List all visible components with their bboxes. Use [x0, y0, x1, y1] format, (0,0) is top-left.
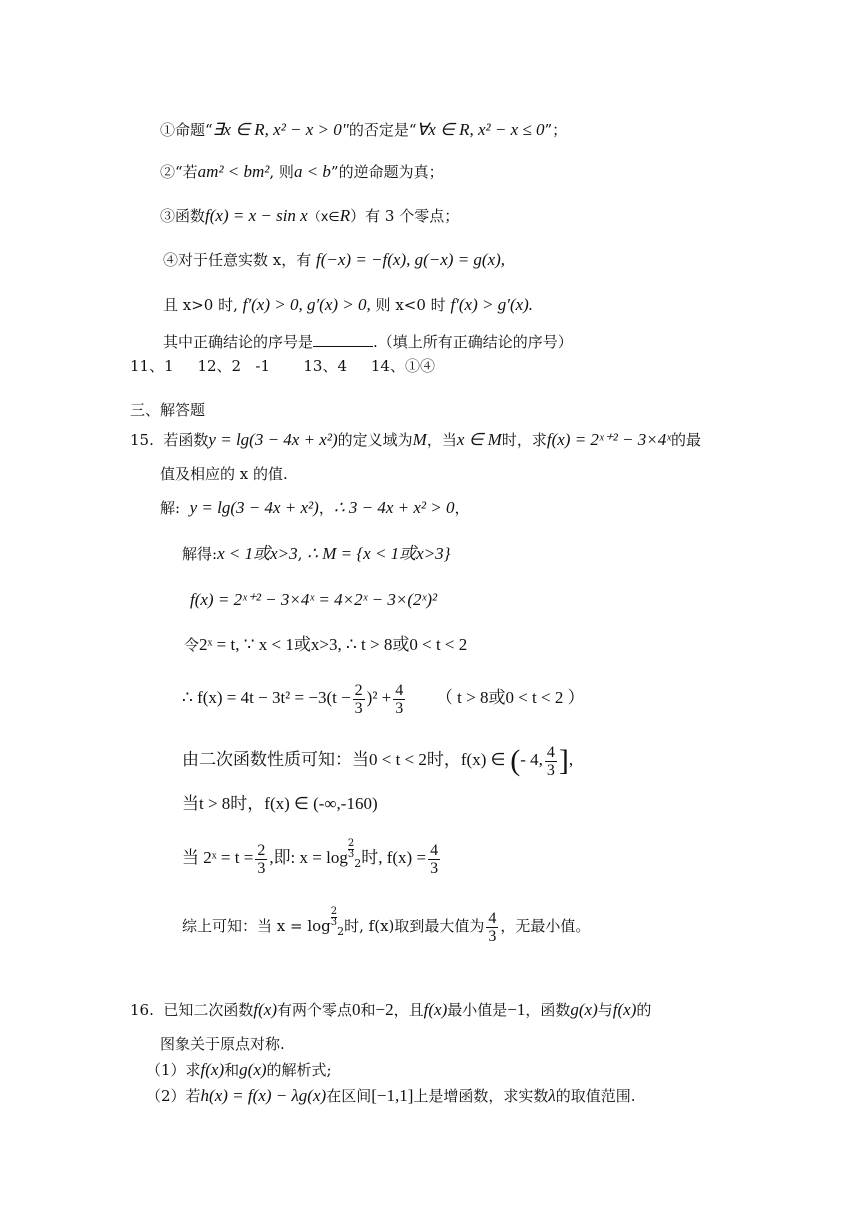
q16-text-c: ，且 [393, 1001, 424, 1019]
q16-part-2-text-b: 上是增函数，求实数 [413, 1087, 549, 1105]
q15-line-2: 值及相应的 x 的值. [160, 465, 288, 483]
statement-3-formula: f(x) = x − sin x [205, 206, 308, 225]
q16-part-1 [146, 1060, 332, 1080]
q16-part-2-interval: [−1,1] [371, 1086, 414, 1105]
q15-solution-6 [182, 740, 573, 780]
statement-3-set: R [339, 206, 351, 225]
q16-line-2: 图象关于原点对称. [160, 1035, 285, 1053]
statement-2-formula-b: a < b [293, 162, 331, 181]
fraction-denominator: 3 [488, 927, 497, 945]
q16-part-1-prefix: （1）求 [146, 1061, 201, 1079]
statement-2-formula-a: am² < bm² [197, 162, 270, 181]
statement-1-formula-b: ∀x ∈ R, x² − x ≤ 0 [416, 120, 545, 139]
log-base: 2 [354, 857, 362, 870]
solution-8-text-b: ,即: x = log [269, 848, 348, 867]
fraction-numerator: 4 [546, 743, 555, 761]
q15-set-m: M [412, 430, 427, 449]
fraction-four-thirds [486, 910, 498, 945]
statement-3 [160, 206, 459, 228]
q16-text-e: ，函数 [525, 1001, 571, 1019]
q16-part-1-g: g(x) [239, 1060, 267, 1079]
statement-1-end: ”； [544, 121, 568, 139]
fraction-denominator: 3 [257, 859, 266, 877]
solution-3-formula: f(x) = 2ˣ⁺² − 3×4ˣ = 4×2ˣ − 3×(2ˣ)² [190, 590, 438, 609]
fraction-numerator: 2 [257, 841, 266, 859]
fill-in-prompt-note: .（填上所有正确结论的序号） [373, 333, 573, 351]
fraction-denominator: 3 [354, 699, 363, 717]
q15-text-a: 若函数 [163, 431, 209, 449]
statement-2-mid: , 则 [269, 163, 294, 181]
q16-zero-a: 0 [352, 1000, 361, 1019]
statement-4-prefix: ④对于任意实数 x，有 [163, 251, 312, 269]
q15-text-d: 时，求 [501, 431, 547, 449]
answer-blank [313, 332, 373, 347]
solution-2-formula-a: x < 1或x>3 [217, 544, 298, 563]
statement-2-end: ”的逆命题为真； [330, 163, 444, 181]
fraction-denominator: 3 [430, 859, 439, 877]
statement-4-cont-mid: 则 x<0 时 [375, 296, 446, 314]
statement-3-end: ）有 3 个零点； [350, 207, 460, 225]
statement-1 [160, 120, 567, 140]
fraction-numerator: 4 [395, 681, 404, 699]
section-title: 三、解答题 [130, 401, 206, 419]
solution-9-text-b: 时, f(x)取到最大值为 [344, 917, 485, 935]
q15-line-1 [130, 430, 701, 450]
fraction-denominator: 3 [546, 761, 555, 779]
solution-9-end: ，无最小值。 [500, 917, 591, 935]
q16-part-2 [146, 1086, 636, 1106]
fraction-numerator: 4 [430, 841, 439, 859]
statement-4-formula: f(−x) = −f(x), g(−x) = g(x), [316, 250, 506, 269]
fraction-denominator: 3 [395, 699, 404, 717]
statement-1-prefix: ①命题“ [160, 121, 213, 139]
statement-1-mid: 的否定是“ [348, 121, 417, 139]
statement-4-cont [163, 295, 533, 315]
q16-and: 和 [360, 1001, 376, 1019]
q16-f-2: f(x) [423, 1000, 448, 1019]
solution-9-text-a: 综上可知：当 x = log [182, 917, 331, 935]
statement-3-mid: （x∈ [307, 210, 340, 225]
q15-solution-1 [160, 498, 470, 518]
q15-condition: x ∈ M [456, 430, 502, 449]
statement-2 [160, 162, 444, 182]
solution-1-formula-a: y = lg(3 − 4x + x²) [189, 498, 319, 517]
solution-1-formula-b: ∴ 3 − 4x + x² > 0 [333, 498, 455, 517]
fraction-two-thirds [353, 682, 365, 717]
solution-8-text-a: 当 2ˣ = t = [182, 848, 254, 867]
superscript-numerator: 2 [330, 906, 338, 917]
fraction-four-thirds [393, 682, 405, 717]
q15-solution-5 [182, 678, 585, 718]
solution-7-formula: 当t > 8时，f(x) ∈ (-∞,-160) [182, 794, 378, 813]
q16-line-1 [130, 1000, 651, 1020]
solution-5-formula-b: )² + [366, 688, 392, 707]
statement-4-cont-formula-a: f′(x) > 0, g′(x) > 0, [242, 295, 371, 314]
q16-part-2-prefix: （2）若 [146, 1087, 201, 1105]
interval-lower: - 4, [520, 750, 543, 769]
statement-2-prefix: ②“若 [160, 163, 198, 181]
q15-solution-4 [184, 635, 467, 655]
q16-part-1-end: 的解析式; [266, 1061, 332, 1079]
q16-f: f(x) [253, 1000, 278, 1019]
q15-formula-f: f(x) = 2ˣ⁺² − 3×4ˣ [546, 430, 672, 449]
q15-solution-9 [182, 906, 590, 952]
q16-number: 16. [130, 1001, 154, 1019]
open-paren: ( [510, 744, 521, 777]
q16-with: 与 [597, 1001, 613, 1019]
statement-4-cont-formula-b: f′(x) > g′(x). [450, 295, 534, 314]
solution-1-end: ， [454, 499, 470, 517]
solution-label: 解: [160, 499, 181, 517]
statement-4-cont-prefix: 且 x>0 时, [163, 296, 238, 314]
fraction-two-thirds [255, 842, 267, 877]
answer-key: 11、1 12、2 -1 13、4 14、①④ [130, 357, 435, 375]
q16-zero-b: −2 [375, 1000, 394, 1019]
q15-solution-2 [182, 544, 451, 564]
superscript-numerator: 2 [347, 838, 355, 849]
q16-g: g(x) [570, 1000, 598, 1019]
statement-1-formula-a: ∃x ∈ R, x² − x > 0" [212, 120, 349, 139]
solution-4-prefix: 令 [184, 636, 200, 654]
solution-2-formula-b: ∴ M = {x < 1或x>3} [307, 544, 451, 563]
q16-part-2-h: h(x) = f(x) − λg(x) [200, 1086, 327, 1105]
fraction-numerator: 2 [354, 681, 363, 699]
q15-formula-y: y = lg(3 − 4x + x²) [208, 430, 338, 449]
q15-solution-7 [182, 794, 378, 814]
q15-text-e: 的最 [671, 431, 702, 449]
q15-solution-3 [190, 590, 437, 610]
log-base: 2 [337, 925, 345, 938]
statement-3-prefix: ③函数 [160, 207, 206, 225]
q16-part-1-and: 和 [224, 1061, 240, 1079]
q16-f-3: f(x) [612, 1000, 637, 1019]
q16-part-1-f: f(x) [200, 1060, 225, 1079]
fraction-four-thirds [545, 744, 557, 779]
solution-2-prefix: 解得: [182, 545, 218, 563]
q16-text-d: 最小值是 [447, 1001, 508, 1019]
solution-8-text-c: 时, f(x) = [361, 848, 427, 867]
q16-text-b: 有两个零点 [277, 1001, 353, 1019]
solution-6-text: 由二次函数性质可知：当0 < t < 2时，f(x) ∈ [182, 750, 506, 769]
solution-6-end: , [568, 750, 574, 769]
q16-part-2-end: 的取值范围. [555, 1087, 636, 1105]
q16-min: −1 [507, 1000, 526, 1019]
solution-5-formula-a: ∴ f(x) = 4t − 3t² = −3(t − [182, 688, 351, 707]
q16-text-a: 已知二次函数 [163, 1001, 254, 1019]
q15-solution-8 [182, 838, 442, 884]
q16-part-2-lambda: λ [548, 1086, 556, 1105]
fill-in-prompt [163, 332, 573, 352]
solution-1-sep: ， [318, 499, 334, 517]
superscript-denominator: 3 [330, 917, 338, 928]
statement-4 [163, 250, 505, 270]
solution-4-formula: 2ˣ = t, ∵ x < 1或x>3, ∴ t > 8或0 < t < 2 [199, 635, 468, 654]
fraction-four-thirds [428, 842, 440, 877]
solution-5-condition: （ t > 8或0 < t < 2 ） [435, 688, 585, 707]
q16-text-f: 的 [636, 1001, 652, 1019]
q15-text-c: ，当 [426, 431, 457, 449]
close-bracket: ] [558, 744, 569, 777]
fraction-numerator: 4 [488, 909, 497, 927]
q15-number: 15. [130, 431, 154, 449]
q15-text-b: 的定义域为 [337, 431, 413, 449]
superscript-denominator: 3 [347, 849, 355, 860]
q16-part-2-text-a: 在区间 [326, 1087, 372, 1105]
fill-in-prompt-text: 其中正确结论的序号是 [163, 333, 314, 351]
solution-2-sep: , [297, 545, 308, 563]
